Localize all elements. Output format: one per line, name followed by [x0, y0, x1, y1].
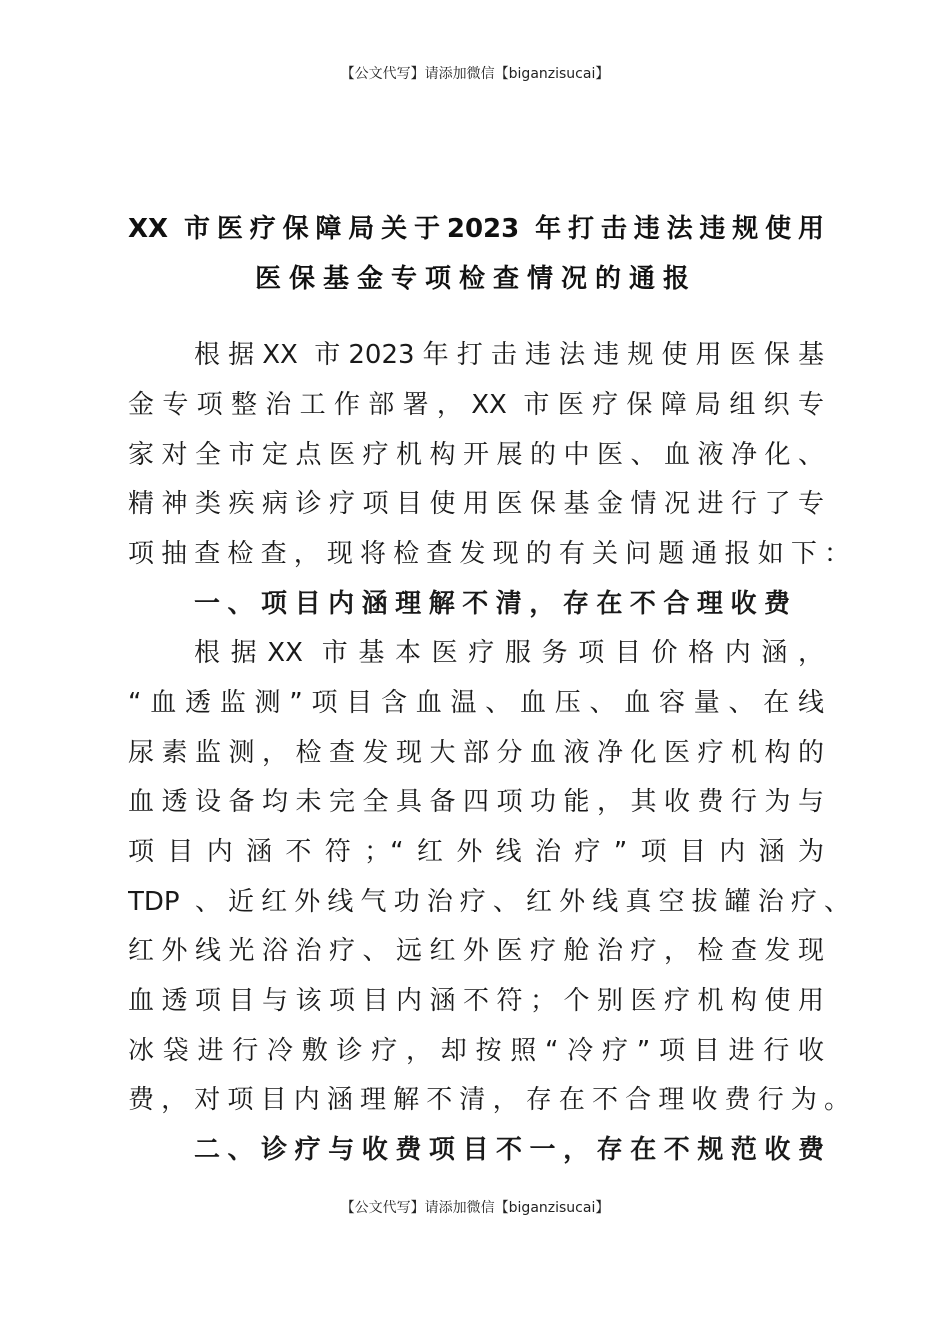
page-footer: 【公文代写】请添加微信【biganzisucai】: [340, 1200, 610, 1216]
body-line-9: 尿素监测，检查发现大部分血液净化医疗机构的: [128, 738, 824, 768]
body-line-5: 项抽查检查，现将检查发现的有关问题通报如下：: [128, 539, 850, 569]
page-header: 【公文代写】请添加微信【biganzisucai】: [340, 66, 610, 82]
body-line-10: 血透设备均未完全具备四项功能，其收费行为与: [128, 787, 824, 817]
body-line-16: 费，对项目内涵理解不清，存在不合理收费行为。: [128, 1085, 850, 1115]
body-line-2: 金专项整治工作部署，XX 市医疗保障局组织专: [128, 390, 824, 420]
body-line-14: 血透项目与该项目内涵不符；个别医疗机构使用: [128, 986, 824, 1016]
body-line-11: 项目内涵不符；“红外线治疗”项目内涵为: [128, 837, 824, 867]
body-line-12: TDP 、近红外线气功治疗、红外线真空拔罐治疗、: [128, 887, 850, 917]
body-line-15: 冰袋进行冷敷诊疗，却按照“冷疗”项目进行收: [128, 1036, 824, 1066]
body-line-13: 红外线光浴治疗、远红外医疗舱治疗，检查发现: [128, 936, 824, 966]
document-title-line-1: XX 市医疗保障局关于2023 年打击违法违规使用: [128, 214, 824, 244]
document-title-line-2: 医保基金专项检查情况的通报: [254, 264, 697, 294]
body-line-7: 根据XX 市基本医疗服务项目价格内涵，: [194, 638, 824, 668]
body-line-1: 根据XX 市2023年打击违法违规使用医保基: [194, 340, 824, 370]
body-line-8: “血透监测”项目含血温、血压、血容量、在线: [128, 688, 824, 718]
body-line-4: 精神类疾病诊疗项目使用医保基金情况进行了专: [128, 489, 824, 519]
body-line-3: 家对全市定点医疗机构开展的中医、血液净化、: [128, 440, 824, 470]
section-heading-2: 二、诊疗与收费项目不一，存在不规范收费: [194, 1135, 824, 1165]
section-heading-1: 一、项目内涵理解不清，存在不合理收费: [194, 589, 790, 619]
